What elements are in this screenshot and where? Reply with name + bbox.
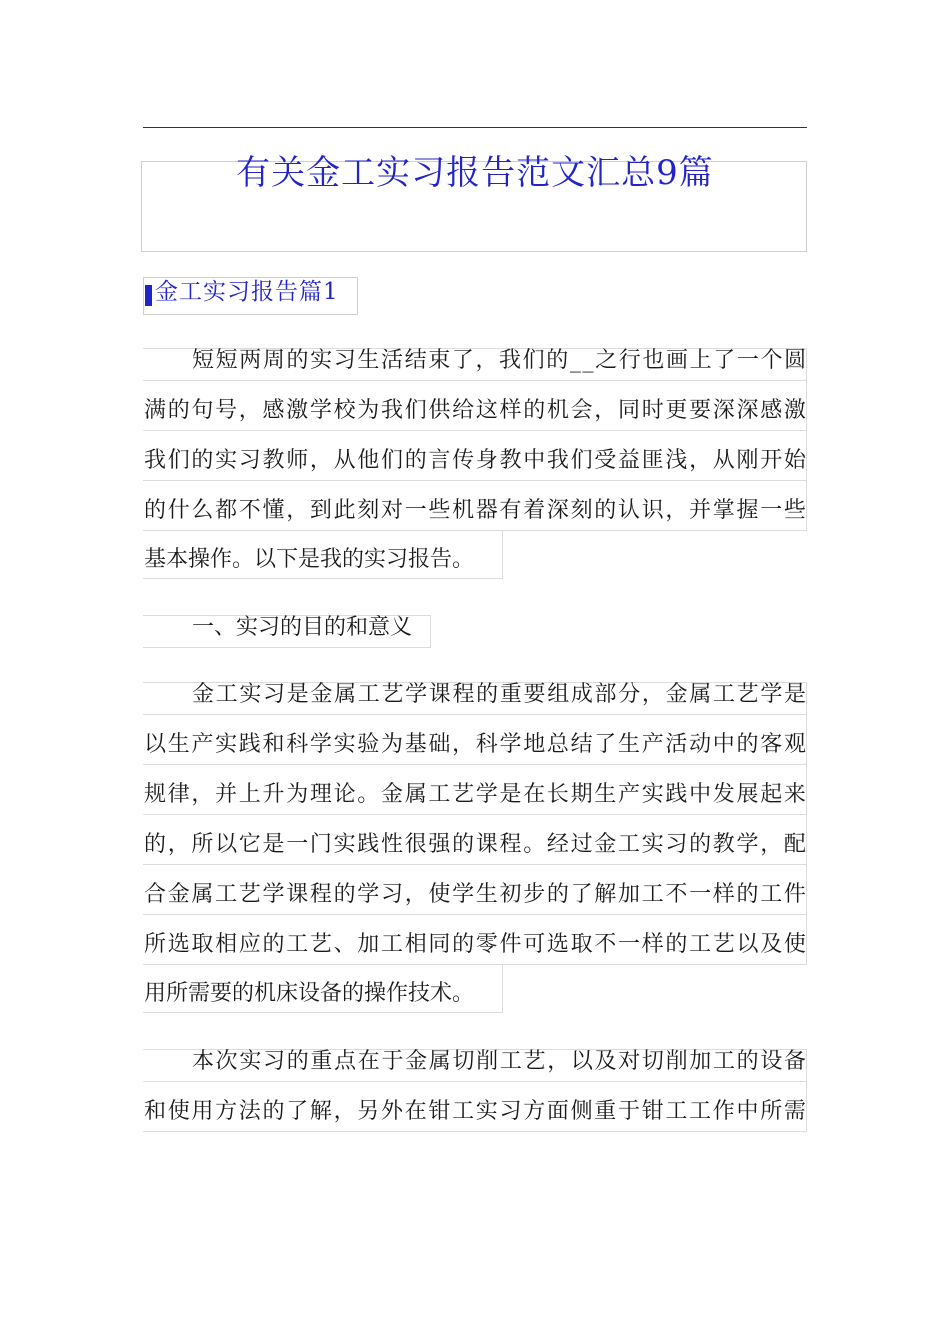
paragraph-line: 金工实习是金属工艺学课程的重要组成部分，金属工艺学是: [192, 682, 808, 707]
paragraph-line: 满的句号，感激学校为我们供给这样的机会，同时更要深深感激: [144, 398, 808, 423]
top-rule: [143, 127, 807, 128]
paragraph-line: 规律，并上升为理论。金属工艺学是在长期生产实践中发展起来: [144, 782, 808, 807]
section-heading: 金工实习报告篇1: [155, 279, 339, 305]
paragraph-line: 我们的实习教师，从他们的言传身教中我们受益匪浅，从刚开始: [144, 448, 808, 473]
paragraph-line: 合金属工艺学课程的学习，使学生初步的了解加工不一样的工件: [144, 882, 808, 907]
paragraph-line: 短短两周的实习生活结束了，我们的__之行也画上了一个圆: [192, 348, 808, 373]
section-marker: [145, 285, 152, 306]
paragraph-line: 所选取相应的工艺、加工相同的零件可选取不一样的工艺以及使: [144, 932, 808, 957]
paragraph-line: 以生产实践和科学实验为基础，科学地总结了生产活动中的客观: [144, 732, 808, 757]
paragraph-line: 的什么都不懂，到此刻对一些机器有着深刻的认识，并掌握一些: [144, 498, 808, 523]
paragraph-line: 用所需要的机床设备的操作技术。: [144, 981, 475, 1006]
subheading: 一、实习的目的和意义: [192, 615, 413, 640]
paragraph-line: 本次实习的重点在于金属切削工艺，以及对切削加工的设备: [192, 1049, 808, 1074]
paragraph-line: 的，所以它是一门实践性很强的课程。经过金工实习的教学，配: [144, 832, 808, 857]
document-title: 有关金工实习报告范文汇总9篇: [236, 153, 714, 193]
paragraph-line: 和使用方法的了解，另外在钳工实习方面侧重于钳工工作中所需: [144, 1099, 808, 1124]
paragraph-line: 基本操作。以下是我的实习报告。: [144, 547, 475, 572]
